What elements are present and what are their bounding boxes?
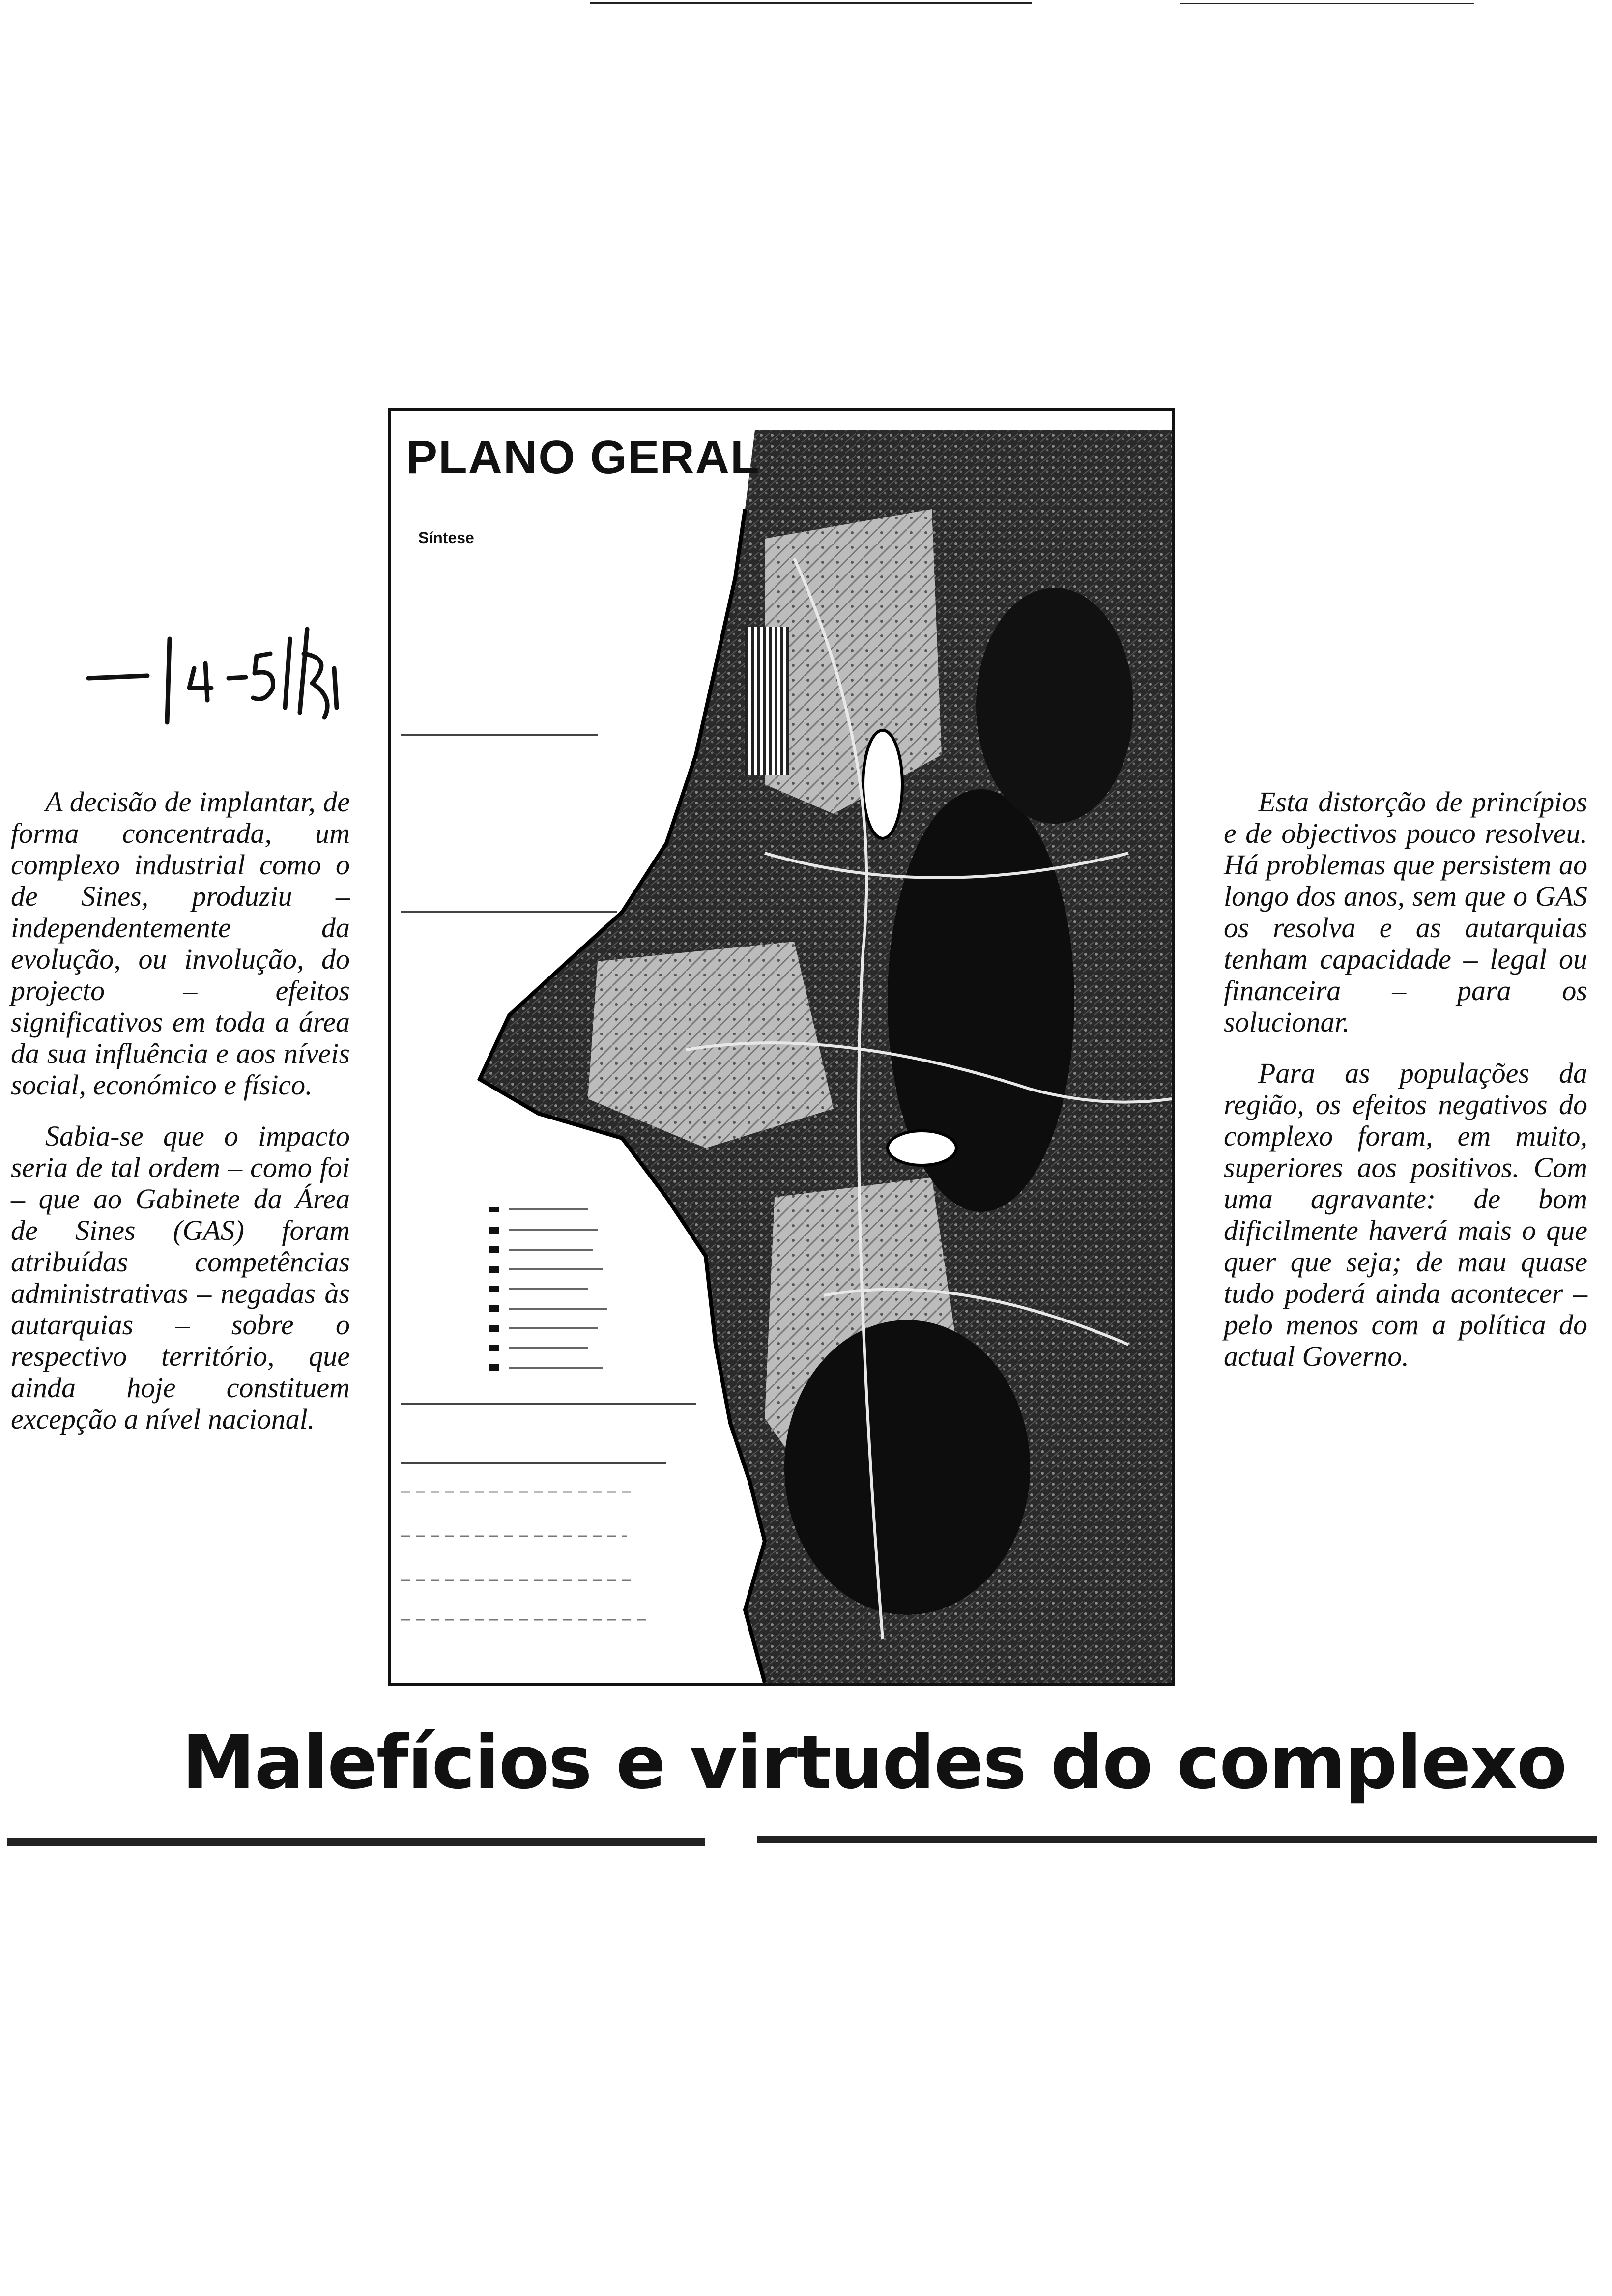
map-title: PLANO GERAL [406, 431, 760, 484]
left-article-column [11, 786, 350, 1435]
map-illustration [391, 411, 1172, 1683]
map-industrial-block [745, 627, 789, 775]
right-paragraph-2: Para as populações da região, os efeitos negativos do complexo foram, em muito, superiores aos positivos. Com uma agravante: de bom dificilmente haverá mais o que quer que seja; de mau quase tudo poderá ainda acontecer – pelo menos com a política do actual Governo. [1224, 1057, 1587, 1372]
map-subtitle: Síntese [418, 529, 474, 546]
map-dark-zone-3 [976, 588, 1133, 824]
bottom-rule-left [7, 1838, 705, 1846]
handwritten-date-drawing [79, 609, 393, 727]
map-figure [388, 408, 1175, 1686]
right-article-column [1224, 786, 1587, 1372]
left-paragraph-1: A decisão de implantar, de forma concentrada, um complexo industrial como o de Sines, produziu – independentemente da evolução, ou involução, do projecto – efeitos significativos em toda a área da sua influência e aos níveis social, económico e físico. [11, 786, 350, 1101]
map-zone-north [765, 509, 942, 814]
top-rule [590, 2, 1032, 4]
map-dark-zone-2 [784, 1320, 1030, 1615]
map-reservoir [888, 1131, 956, 1165]
article-headline: Malefícios e virtudes do complexo [182, 1720, 1566, 1806]
right-paragraph-1: Esta distorção de princípios e de objectivos pouco resolveu. Há problemas que persistem ao longo dos anos, sem que o GAS os resolva e as autarquias tenham capacidade – legal ou financeira – para os solucionar. [1224, 786, 1587, 1038]
top-rule-right [1180, 3, 1474, 4]
bottom-rule-right [757, 1836, 1597, 1843]
left-paragraph-2: Sabia-se que o impacto seria de tal ordem – como foi – que ao Gabinete da Área de Sines (GAS) foram atribuídas competências administrativas – negadas às autarquias – sobre o respectivo território, que ainda hoje constituem excepção a nível nacional. [11, 1120, 350, 1435]
map-lagoon [863, 730, 902, 838]
map-legend [489, 1207, 499, 1371]
handwritten-date [79, 609, 393, 727]
